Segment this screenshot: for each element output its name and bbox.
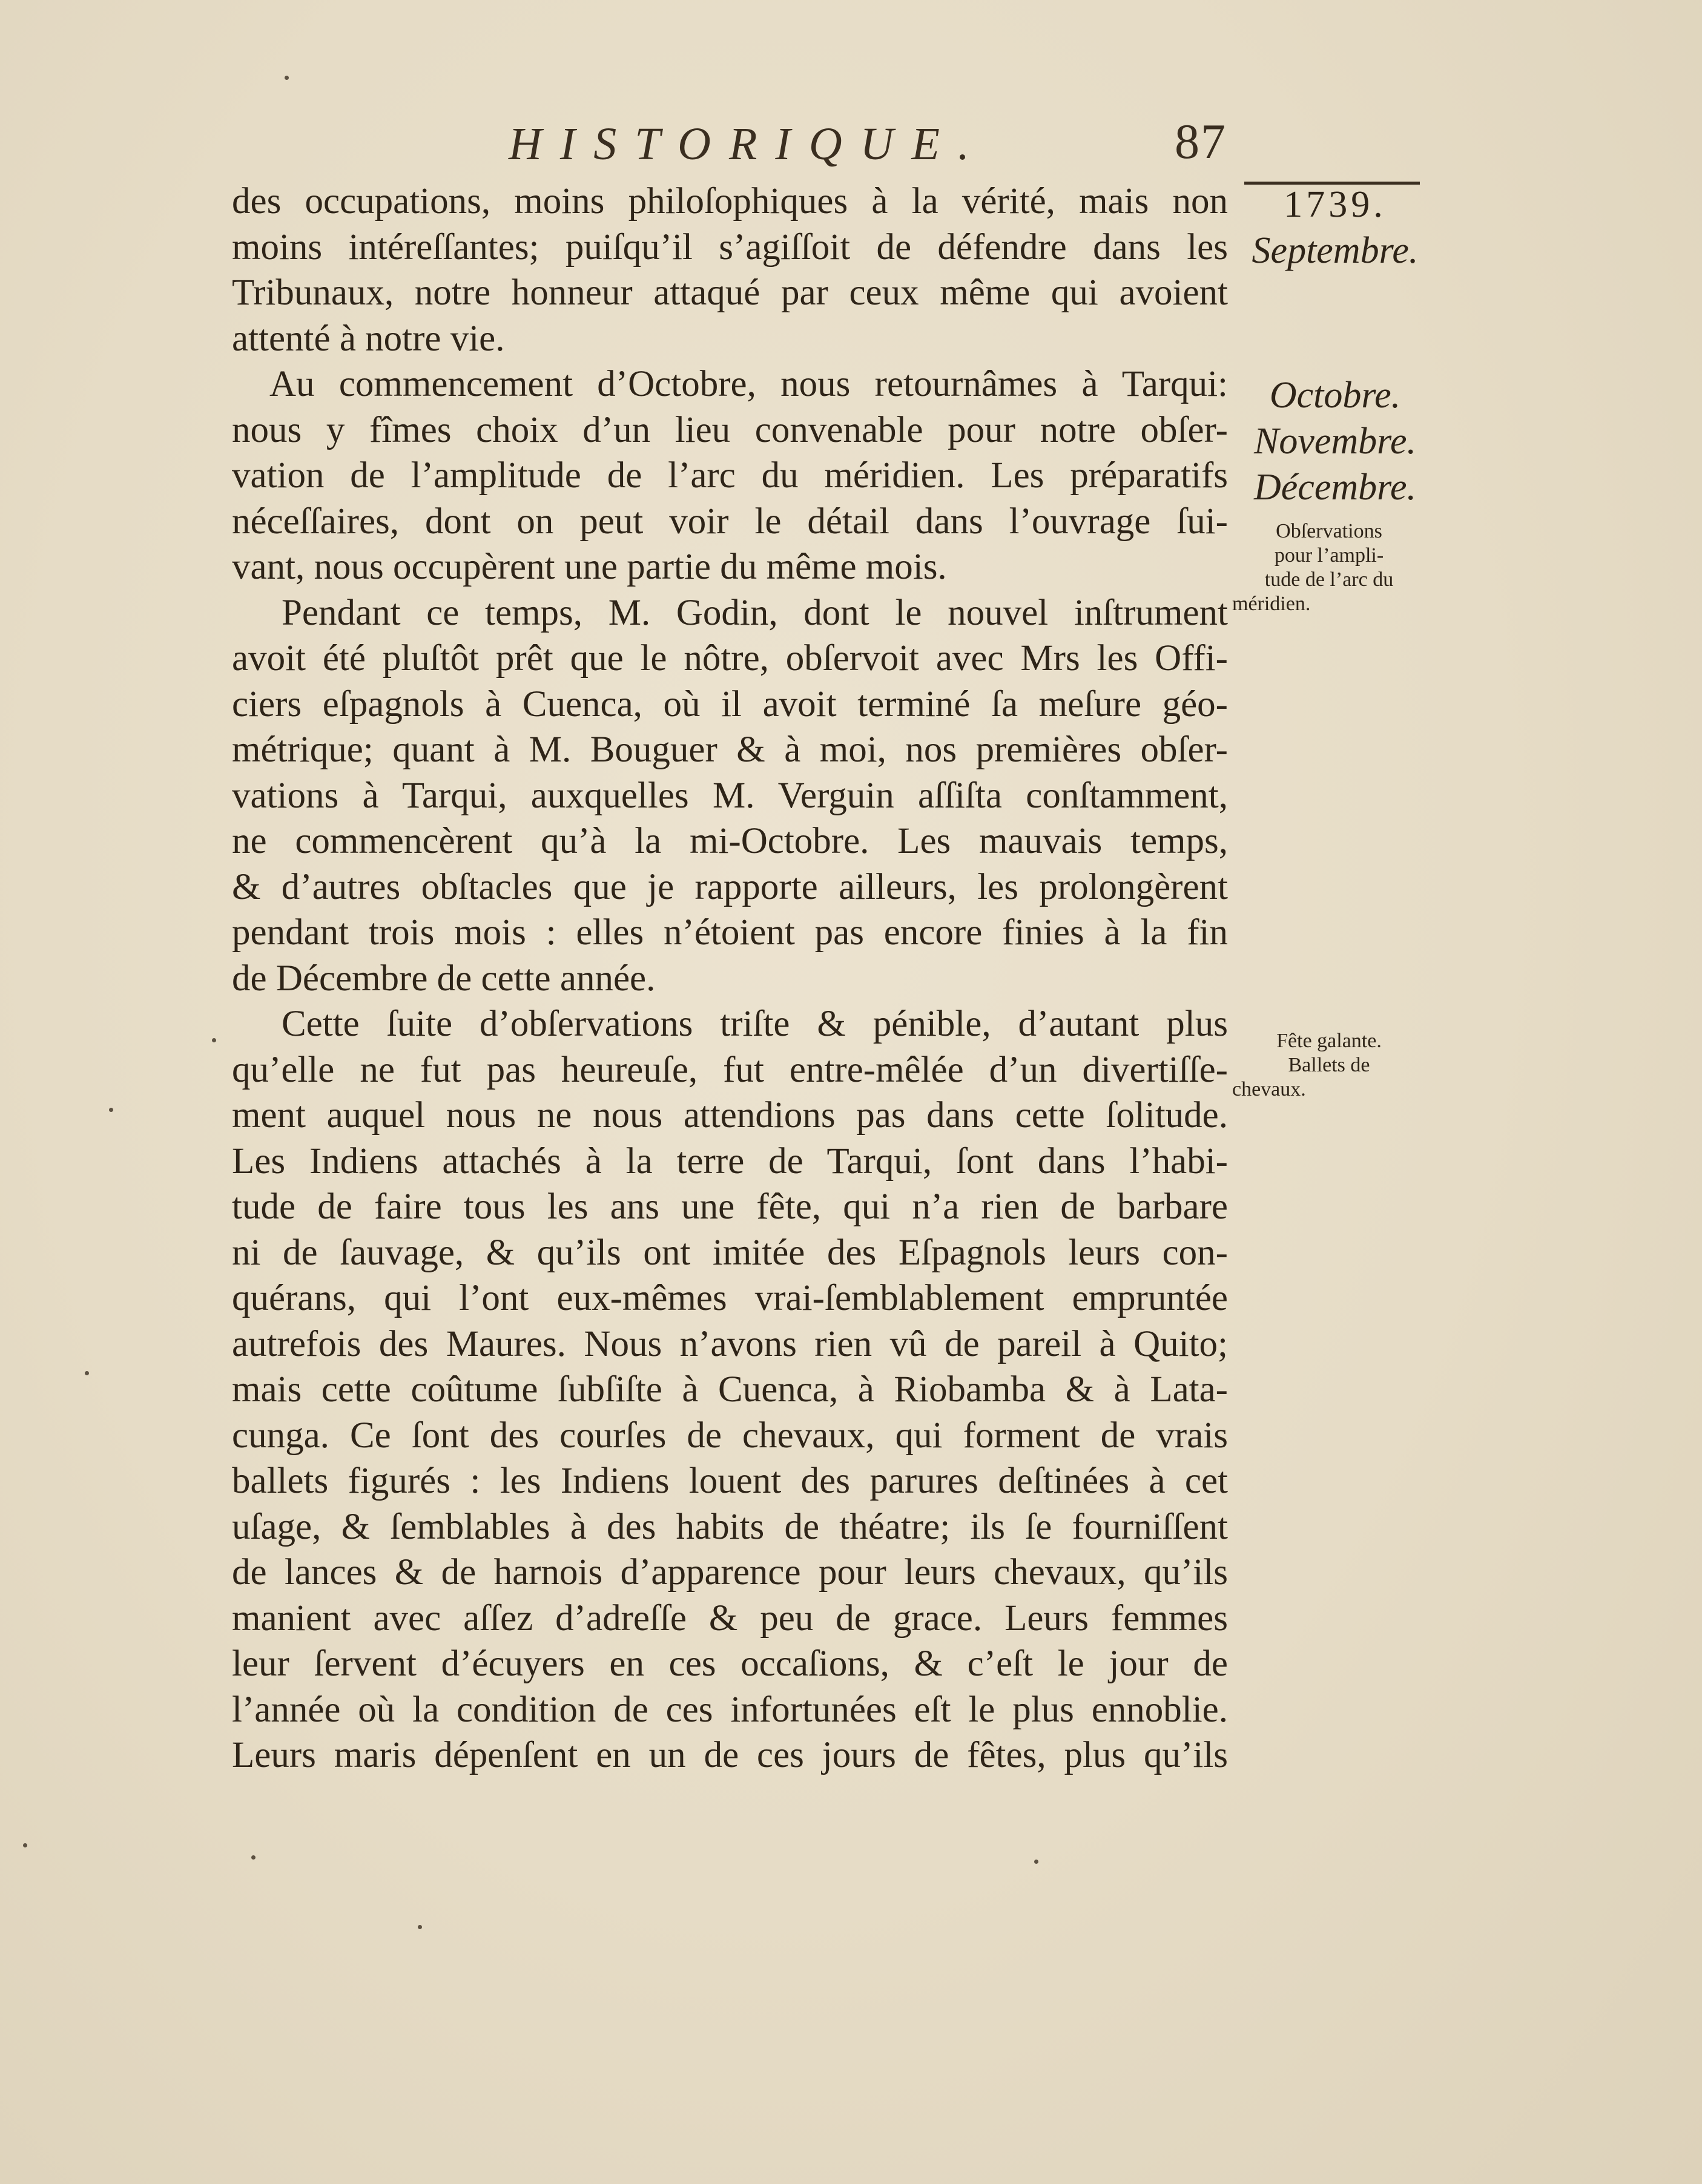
margin-note-line: chevaux. [1232,1078,1306,1100]
text-line: vant, nous occupèrent une partie du même mois. [232,547,947,587]
text-line: Tribunaux, notre honneur attaqué par ceux même qui avoient [232,272,1228,313]
text-line: ni de ſauvage, & qu’ils ont imitée des Eſpagnols leurs con- [232,1232,1228,1273]
margin-note-line: pour l’ampli- [1274,544,1384,567]
paper-speck [418,1925,422,1929]
text-line: moins intéreſſantes; puiſqu’il s’agiſſoit de défendre dans les [232,226,1228,268]
paper-speck [251,1855,256,1860]
body-text [232,179,1228,1778]
text-line: quérans, qui l’ont eux-mêmes vrai-ſemblablement empruntée [232,1278,1228,1318]
margin-year: 1739. [1284,184,1387,225]
margin-month: Septembre. [1252,230,1419,271]
page-header [509,114,1247,173]
text-line: leur ſervent d’écuyers en ces occaſions, & c’eſt le jour de [232,1643,1228,1684]
margin-note-line: Ballets de [1288,1054,1370,1076]
text-line: & d’autres obſtacles que je rapporte ailleurs, les prolongèrent [232,866,1228,907]
text-line: autrefois des Maures. Nous n’avons rien vû de pareil à Quito; [232,1323,1228,1364]
text-line: ne commencèrent qu’à la mi-Octobre. Les mauvais temps, [232,821,1228,861]
text-line: tude de faire tous les ans une fête, qui n’a rien de barbare [232,1186,1228,1227]
running-head: HISTORIQUE. [509,119,988,169]
text-line: l’année où la condition de ces infortunées eſt le plus ennoblie. [232,1689,1228,1730]
margin-note-fete [1232,1029,1426,1102]
text-line: ment auquel nous ne nous attendions pas dans cette ſolitude. [232,1095,1228,1136]
page-number: 87 [1175,114,1227,169]
text-line: Cette ſuite d’obſervations triſte & pénible, d’autant plus [282,1004,1228,1044]
margin-months [1247,372,1423,510]
text-line: cunga. Ce ſont des courſes de chevaux, qui forment de vrais [232,1415,1228,1456]
text-line: attenté à notre vie. [232,318,505,359]
text-line: manient avec aſſez d’adreſſe & peu de grace. Leurs femmes [232,1597,1228,1639]
margin-note-line: tude de l’arc du [1264,568,1394,591]
paper-speck [1034,1860,1038,1864]
margin-month: Décembre. [1254,467,1416,508]
margin-note-line: méridien. [1232,593,1311,615]
text-line: Au commencement d’Octobre, nous retournâmes à Tarqui: [269,364,1228,404]
margin-note-line: Obſervations [1276,520,1382,542]
text-line: pendant trois mois : elles n’étoient pas encore finies à la fin [232,912,1228,953]
text-line: Les Indiens attachés à la terre de Tarqui, ſont dans l’habi- [232,1140,1228,1182]
text-line: nous y fîmes choix d’un lieu convenable pour notre obſer- [232,409,1228,450]
text-line: avoit été pluſtôt prêt que le nôtre, obſervoit avec Mrs les Offi- [232,638,1228,679]
text-line: ballets figurés : les Indiens louent des parures deſtinées à cet [232,1461,1228,1501]
text-line: mais cette coûtume ſubſiſte à Cuenca, à Riobamba & à Lata- [232,1369,1228,1410]
text-line: vation de l’amplitude de l’arc du méridien. Les préparatifs [232,455,1228,496]
text-line: de Décembre de cette année. [232,958,656,999]
margin-month: Novembre. [1253,421,1416,462]
text-line: qu’elle ne fut pas heureuſe, fut entre-mêlée d’un divertiſſe- [232,1049,1228,1090]
text-line: ciers eſpagnols à Cuenca, où il avoit terminé ſa meſure géo- [232,683,1228,725]
text-line: uſage, & ſemblables à des habits de théatre; ils ſe fourniſſent [232,1506,1228,1547]
text-line: des occupations, moins philoſophiques à la vérité, mais non [232,181,1228,222]
paper-speck [109,1108,113,1112]
text-line: Leurs maris dépenſent en un de ces jours de fêtes, plus qu’ils [232,1735,1228,1775]
text-line: néceſſaires, dont on peut voir le détail dans l’ouvrage ſui- [232,501,1228,542]
paper-speck [285,76,289,80]
paper-speck [85,1371,89,1375]
margin-note-observations [1232,519,1426,616]
margin-month: Octobre. [1269,375,1401,416]
text-line: vations à Tarqui, auxquelles M. Verguin aſſiſta conſtamment, [232,775,1228,816]
text-line: de lances & de harnois d’apparence pour leurs chevaux, qu’ils [232,1552,1228,1593]
paper-speck [212,1038,216,1042]
paper-speck [23,1843,27,1847]
text-line: Pendant ce temps, M. Godin, dont le nouvel inſtrument [282,592,1228,633]
margin-date [1247,182,1423,274]
margin-note-line: Fête galante. [1276,1030,1382,1052]
text-line: métrique; quant à M. Bouguer & à moi, nos premières obſer- [232,729,1228,770]
